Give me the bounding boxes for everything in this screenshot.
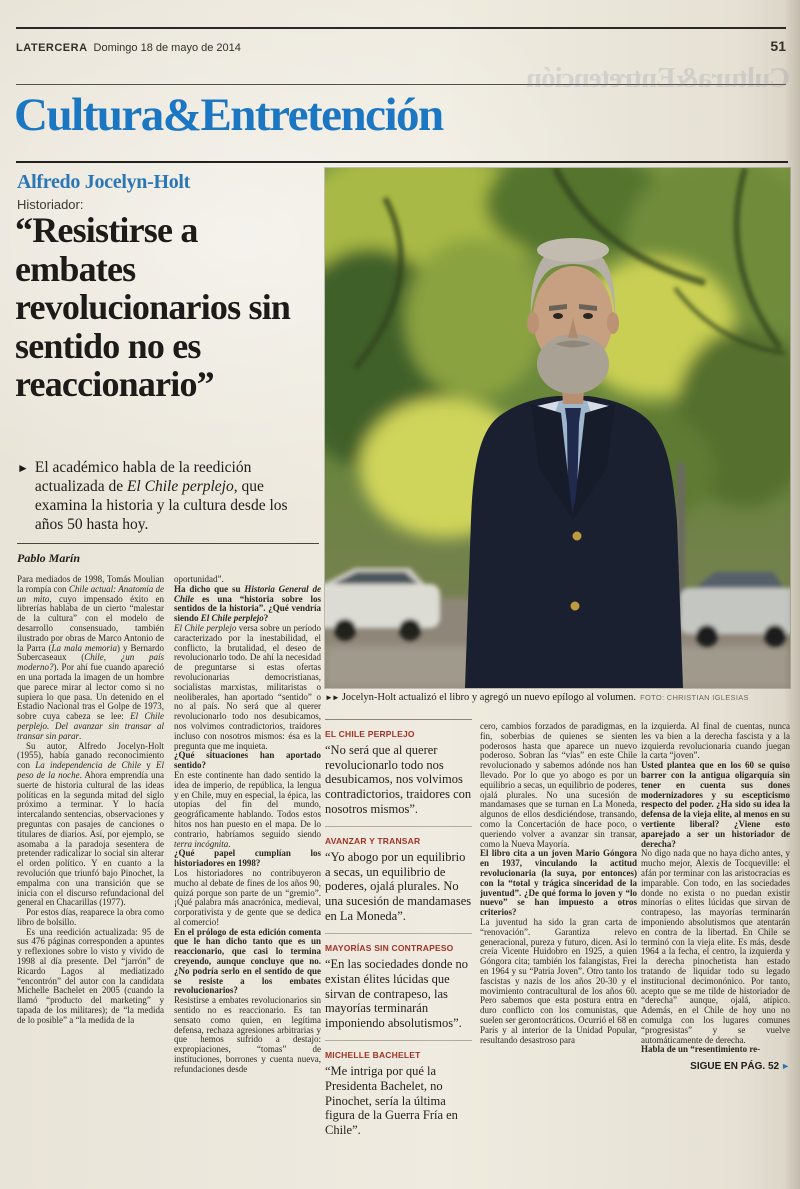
pullquote: [325, 727, 472, 826]
masthead-and-date: [16, 42, 241, 54]
pullquote: [325, 933, 472, 1040]
article-paragraph: No digo nada que no haya dicho antes, y mucho mejor, Alexis de Tocqueville: el afán por terminar con las aristocracias es imparable. Con todo, en las sociedades donde no exista o no puedan existir minorías o elites lúcidas que sirvan de contrapeso, las mayorías terminarán imponiendo absolutismos que atentarán en contra de la libertad. En Chile se terminó con la vieja elite. Es más, desde 1964 a la fecha, el centro, la izquierda y la derecha pinochetista han estado tratando de liquidar todo su legado institucional decimonónico. Por tanto, acepto que se me tilde de historiador de “derecha” aunque, ojalá, atípico. Además, en el Chile de hoy uno no comulga con los lugares comunes “progresistas” y se vuelve automáticamente de derecha.: [641, 848, 790, 1045]
top-rule: [16, 27, 786, 29]
continuation-notice: [641, 1061, 790, 1072]
ear: [527, 312, 539, 334]
byline-rule: [17, 543, 319, 544]
continuation-label: SIGUE EN PÁG. 52: [690, 1061, 780, 1073]
section-title: Cultura&Entretención: [14, 89, 443, 141]
pullquote-label: MAYORÍAS SIN CONTRAPESO: [325, 943, 454, 954]
caption-rule: [325, 719, 472, 720]
article-paragraph: la izquierda. Al final de cuentas, nunca les va bien a la derecha fascista y a la izquierda revolucionaria cuando juegan la carta “joven”.: [641, 721, 790, 761]
interview-question: ¿Qué papel cumplían los historiadores en 1998?: [174, 848, 321, 869]
article-paragraph: En este continente han dado sentido la idea de imperio, de república, la lengua y en Chile, muy en especial, la épica, las utopías del fin del mundo, geográficamente hablando. Todos estos hitos nos han puesto en el mapa. De lo contrario, habríamos seguido siendo terra incógnita.: [174, 769, 321, 849]
interview-question: ¿Qué situaciones han aportado sentido?: [174, 750, 321, 771]
article-column-2: [174, 575, 321, 1160]
edition-date: Domingo 18 de mayo de 2014: [93, 42, 241, 54]
pullquote-text: “Yo abogo por un equilibrio a secas, un equilibrio de poderes, ojalá plurales. No una sucesión de mandamases en La Moneda”.: [325, 850, 472, 923]
pullquote-label: AVANZAR Y TRANSAR: [325, 836, 421, 847]
suit-button: [571, 602, 580, 611]
lead-text: El académico habla de la reedición actualizada de El Chile perplejo, que examina la historia y la cultura desde los años 50 hasta hoy.: [34, 459, 288, 533]
article-paragraph: Por estos días, reaparece la obra como libro de bolsillo.: [17, 907, 164, 927]
article-paragraph: Resistirse a embates revolucionarios sin sentido no es reaccionario. Es tan sensato como quien, en legítima defensa, rechaza agresiones arbitrarias y que hemos sufrido a destajo: expropiaciones, “tomas” de instituciones, borrones y cuenta nueva, refundaciones desde: [174, 995, 321, 1074]
interview-question: Usted plantea que en los 60 se quiso barrer con la antigua oligarquía sin tener en cuenta sus dones modernizadores y su escepticismo respecto del poder. ¿Ha sido su idea la defensa de la vieja elite, al menos en su vertiente liberal? ¿Viene esto aparejado a ser un historiador de derecha?: [641, 760, 790, 849]
pullquote: [325, 1040, 472, 1147]
article-paragraph: Es una reedición actualizada: 95 de sus 476 páginas corresponden a apuntes y reflexiones sobre lo visto y vivido de 1998 al día presente. Del “jarrón” de Ricardo Lagos al mediatizado “encontrón” del autor con la candidata Michelle Bachelet en 2005 (cuando la llamó “producto del marketing” y tapada de los militares); de “la medida de lo posible” a “la medida de la: [17, 926, 164, 1025]
hair-highlight: [537, 238, 609, 262]
caption-text: Jocelyn-Holt actualizó el libro y agregó un nuevo epílogo al volumen.: [341, 692, 637, 703]
pullquote-column: [325, 727, 472, 1148]
ear: [607, 312, 619, 334]
pullquote-label: MICHELLE BACHELET: [325, 1050, 421, 1061]
interviewee-name: Alfredo Jocelyn-Holt: [17, 171, 191, 193]
pullquote-text: “Me intriga por qué la Presidenta Bachelet, no Pinochet, sería la última figura de la Guerra Fría en Chile”.: [325, 1064, 458, 1137]
interviewee-role: Historiador:: [17, 197, 84, 212]
lead-paragraph: [17, 459, 317, 535]
article-top-rule: [16, 161, 788, 163]
interview-question: Ha dicho que su Historia General de Chile es una “historia sobre los sentidos de la historia”. ¿Qué vendría siendo El Chile perplejo?: [174, 583, 321, 624]
eye: [583, 313, 593, 319]
interview-question: En el prólogo de esta edición comenta que le han dicho tanto que es un reaccionario, que casi lo termina creyendo, aunque concluye que no. ¿No podría serlo en el sentido de que se resiste a los embates revolucionarios?: [174, 926, 321, 996]
photo-illustration: [325, 168, 790, 688]
masthead: LATERCERA: [16, 42, 88, 54]
article-paragraph: Para mediados de 1998, Tomás Moulian la rompía con Chile actual: Anatomía de un mito, cuyo impensado éxito en librerías hablaba de un cierto “malestar de la cultura” con el modelo de desarrollo consensuado, también ilustrado por obras de Marco Antonio de la Parra (La mala memoria) y Bernardo Subercaseaux (Chile, ¿un país moderno?). Por ahí fue cuando apareció en una portada la imagen de un hombre que parece mirar al lector como si no supiera lo que pasa. Un detenido en el Estadio Nacional tras el Golpe de 1973, sobre cuya cabeza se lee: El Chile perplejo. Del avanzar sin transar al transar sin parar.: [17, 575, 165, 741]
pullquote-label: EL CHILE PERPLEJO: [325, 729, 415, 739]
article-body: [17, 575, 321, 1160]
interview-question: El libro cita a un joven Mario Góngora en 1937, vinculando la actitud revolucionaria (la suya, por entonces) con la “total y trágica sinceridad de la juventud”. ¿De qué forma lo joven y “lo nuevo” se han impuesto a otros criterios?: [480, 848, 637, 918]
article-paragraph: oportunidad”.: [174, 575, 224, 584]
article-paragraph: El Chile perplejo versa sobre un período caracterizado por la inestabilidad, el conflicto, la brutalidad, el deseo de revolucionarlo todo. De ahí la necesidad de preguntarse si estas ofertas revolucionarias democristianas, socialistas marxistas, militaristas o neoliberales, han aportado “sentido” o no al país. No será que al querer revolucionarlo todo nos desubicamos, nos volvimos contradictorios, traidores incluso con nosotros mismos: ésa es la pregunta que me inquieta.: [174, 622, 321, 751]
article-column-5: [641, 722, 790, 1072]
suit-button: [573, 532, 582, 541]
continuation-arrow-icon: ►: [781, 1061, 790, 1072]
caption-arrows-icon: ►►: [325, 693, 339, 702]
pullquote-text: “No será que al querer revolucionarlo todo nos desubicamos, nos volvimos contradictorios, traidores con nosotros mismos”.: [325, 743, 472, 816]
article-paragraph: La juventud ha sido la gran carta de “renovación”. Garantiza relevo generacional, pureza y futuro, dicen. Así lo creía Vicente Huidobro en 1925, a quien Góngora cita; también los falangistas, Frei en 1964 y su “Patria Joven”. Otro tanto los fascistas y nazis de los años 20-30 y el movimiento contracultural de los años 60. Pero sabemos que esta postura entra en duro conflicto con los comunistas, que suelen ser gerontocráticos. Ocurrió el 68 en París y al interior de la Unidad Popular, resultando desastroso para: [480, 916, 637, 1045]
pullquote-text: “En las sociedades donde no existan élites lúcidas que sirvan de contrapeso, las mayorías terminarán imponiendo absolutismos”.: [325, 957, 469, 1030]
photo-caption: [325, 692, 790, 705]
article-column-1: [17, 575, 164, 1160]
page-number: 51: [770, 38, 786, 54]
article-paragraph: Los historiadores no contribuyeron mucho al debate de fines de los años 90, quizá porque son parte de un “gremio”. ¡Qué palabra más anacrónica, medieval, corporativista y de gente que se dedica al comercio!: [174, 867, 321, 927]
page-header: [16, 38, 786, 54]
eye: [553, 313, 563, 319]
lead-arrow-icon: ►: [17, 461, 29, 475]
photo-credit: FOTO: CHRISTIAN IGLESIAS: [640, 693, 749, 702]
bleedthrough-text: Cultura&Entretención: [526, 62, 790, 94]
article-column-4: [480, 722, 637, 1188]
byline: Pablo Marín: [17, 551, 81, 565]
headline: “Resistirse a embates revolucionarios sin sentido no es reaccionario”: [15, 210, 291, 405]
pullquote: [325, 826, 472, 933]
interview-question: Habla de un “resentimiento re-: [641, 1044, 761, 1055]
article-paragraph: Su autor, Alfredo Jocelyn-Holt (1955), había ganado reconocimiento con La independencia de Chile y El peso de la noche. Ahora emprendía una suerte de historia cultural de las ideas políticas en la segunda mitad del siglo próximo a terminar. Y lo hacía intercalando sentencias, observaciones y preguntas con pasajes de canciones o titulares de diarios. Así, por ejemplo, se asomaba a la paradoja sesentera de pretender radicalizar lo social sin alterar el orden político. Y en cuanto a la revolución que triunfó bajo Pinochet, la empalma con una transición que se inicia con el discurso refundacional del general en Chacarillas (1977).: [17, 740, 165, 908]
article-paragraph: cero, cambios forzados de paradigmas, en fin, soberbias de quienes se sienten poderosos hasta que aparece un nuevo poderoso. Sobran las “vías” en este Chile revolucionado y sabemos adónde nos han llevado. Por lo que yo abogo es por un equilibrio a secas, un equilibrio de poderes, ojalá plurales. No una sucesión de mandamases que se turnan en La Moneda, algunos de ellos desdiciéndose, transando, como la Concertación de hace poco, o queriendo volver a avanzar sin transar, como la Nueva Mayoría.: [480, 722, 637, 849]
